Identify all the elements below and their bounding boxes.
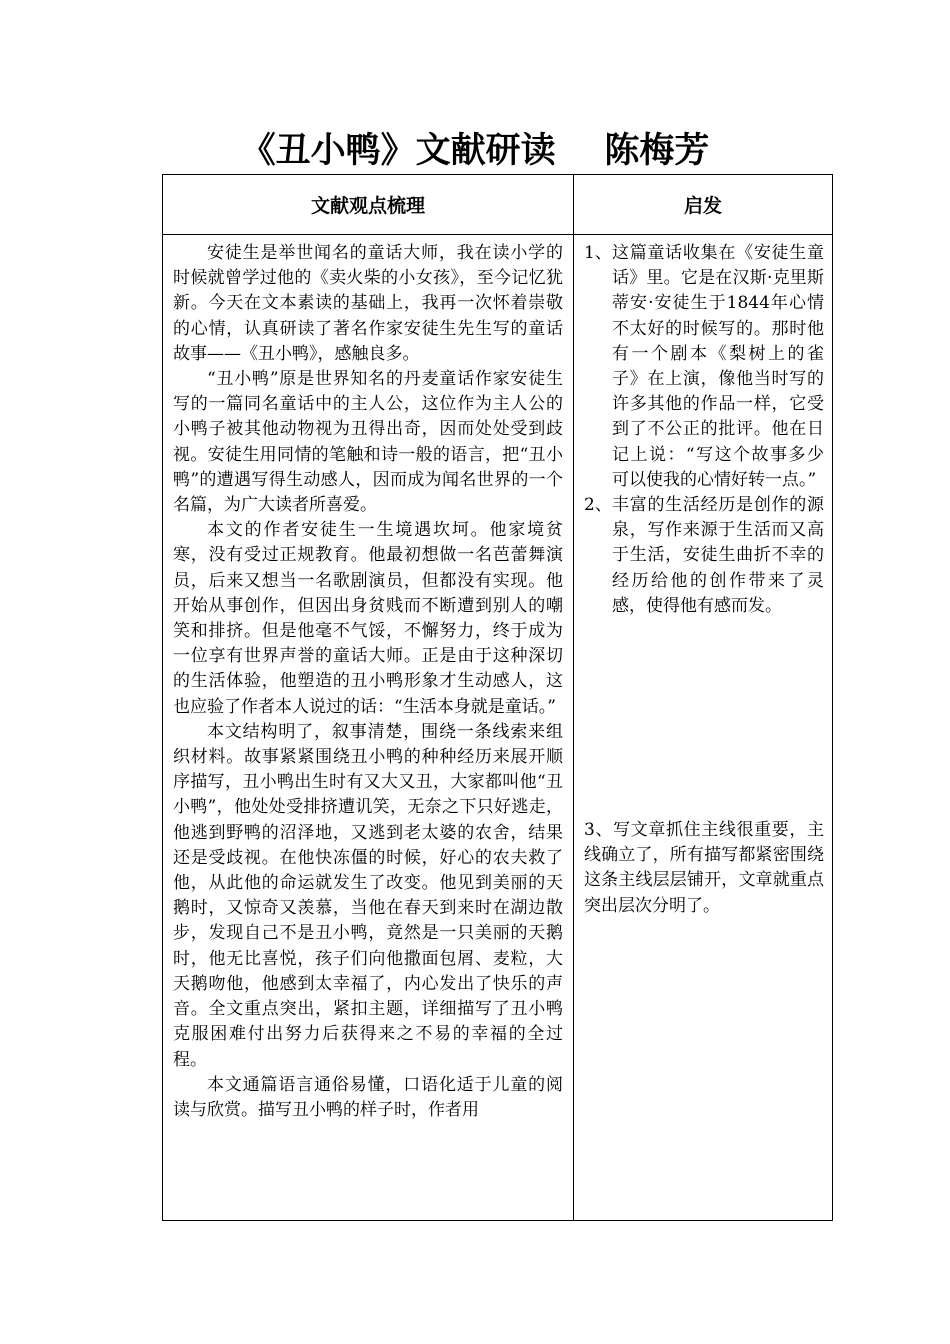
table-body-row [163, 235, 833, 1221]
list-item [584, 493, 824, 619]
paragraph: “丑小鸭”原是世界知名的丹麦童话作家安徒生写的一篇同名童话中的主人公，这位作为主人公的小鸭子被其他动物视为丑得出奇，因而处处受到歧视。安徒生用同情的笔触和诗一般的语言，把“丑小鸭”的遭遇写得生动感人，因而成为闻名世界的一个名篇，为广大读者所喜爱。 [173, 369, 563, 516]
literature-views-cell [163, 235, 574, 1221]
table-header-row [163, 175, 833, 235]
document-title: 《丑小鸭》文献研读 陈梅芳 [240, 131, 710, 171]
list-item: 3、写文章抓住主线很重要，主线确立了，所有描写都紧密围绕这条主线层层铺开，文章就重点突出层次分明了。 [584, 820, 824, 916]
item-text: 这篇童话收集在《安徒生童话》里。它是在汉斯·克里斯蒂安·安徒生于1844年心情不太好的时候写的。那时他有一个剧本《梨树上的雀子》在上演，像他当时写的许多其他的作品一样，它受到了不公正的批评。他在日记上说：“写这个故事多少可以使我的心情好转一点。” [612, 243, 824, 490]
inspiration-text [574, 235, 832, 919]
header-literature-views: 文献观点梳理 [163, 175, 574, 235]
research-table [162, 174, 833, 1221]
paragraph: 本文的作者安徒生一生境遇坎坷。他家境贫寒，没有受过正规教育。他最初想做一名芭蕾舞演员，后来又想当一名歌剧演员，但都没有实现。他开始从事创作，但因出身贫贱而不断遭到别人的嘲笑和排挤。但是他毫不气馁，不懈努力，终于成为一位享有世界声誉的童话大师。正是由于这种深切的生活体验，他塑造的丑小鸭形象才生动感人，这也应验了作者本人说过的话：“生活本身就是童话。” [173, 520, 563, 717]
item-number: 1、 [584, 243, 612, 263]
paragraph: 本文通篇语言通俗易懂，口语化适于儿童的阅读与欣赏。描写丑小鸭的样子时，作者用 [173, 1074, 563, 1120]
header-inspiration: 启发 [574, 175, 833, 235]
list-item [584, 241, 824, 493]
literature-views-text [163, 235, 573, 1123]
item-number: 2、 [584, 495, 612, 516]
paragraph: 本文结构明了，叙事清楚，围绕一条线索来组织材料。故事紧紧围绕丑小鸭的种种经历来展开顺序描写，丑小鸭出生时有又大又丑，大家都叫他“丑小鸭”，他处处受排挤遭讥笑，无奈之下只好逃走，他逃到野鸭的沼泽地，又逃到老太婆的农舍，结果还是受歧视。在他快冻僵的时候，好心的农夫救了他，从此他的命运就发生了改变。他见到美丽的天鹅时，又惊奇又羡慕，当他在春天到来时在湖边散步，发现自己不是丑小鸭，竟然是一只美丽的天鹅时，他无比喜悦，孩子们向他撒面包屑、麦粒，大天鹅吻他，他感到太幸福了，内心发出了快乐的声音。全文重点突出，紧扣主题，详细描写了丑小鸭克服困难付出努力后获得来之不易的幸福的全过程。 [173, 721, 563, 1070]
paragraph: 安徒生是举世闻名的童话大师，我在读小学的时候就曾学过他的《卖火柴的小女孩》，至今记忆犹新。今天在文本素读的基础上，我再一次怀着崇敬的心情，认真研读了著名作家安徒生先生写的童话故事——《丑小鸭》，感触良多。 [173, 243, 563, 364]
inspiration-cell [574, 235, 833, 1221]
item-text: 丰富的生活经历是创作的源泉，写作来源于生活而又高于生活，安徒生曲折不幸的经历给他的创作带来了灵感，使得他有感而发。 [612, 495, 824, 616]
